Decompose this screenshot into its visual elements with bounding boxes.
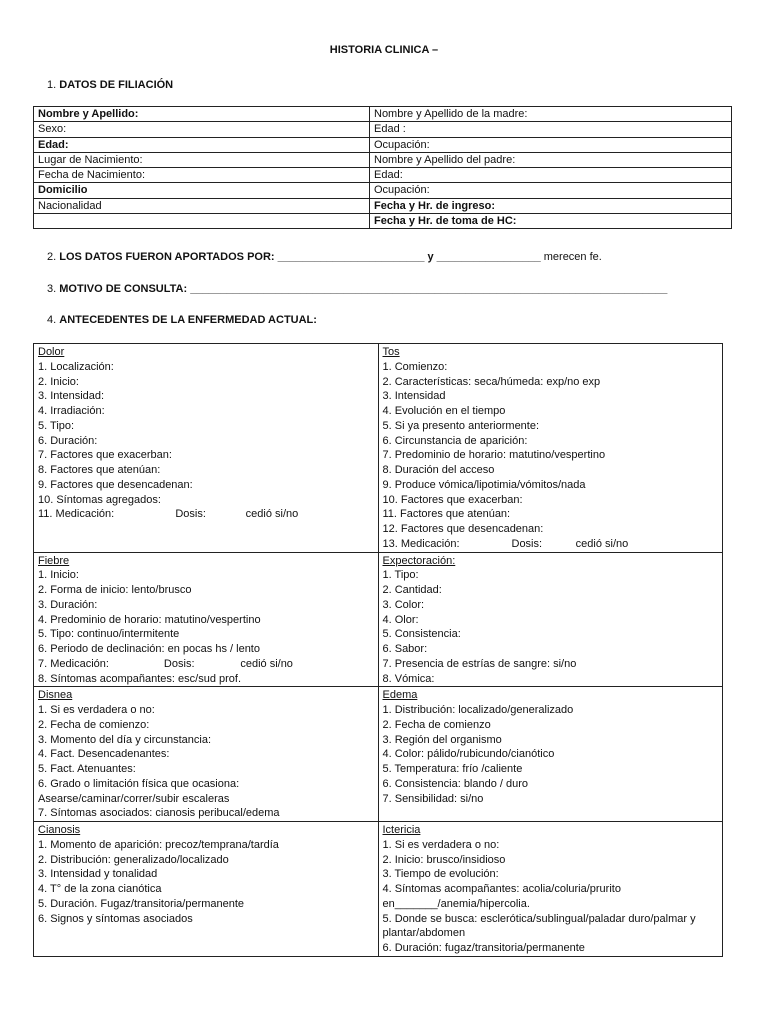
history-item: 4. Irradiación: [38, 405, 105, 417]
history-item: 11. Factores que atenúan: [382, 508, 511, 521]
history-item: 11. Medicación: Dosis: cedió si/no [38, 508, 299, 521]
section-3-label: MOTIVO DE CONSULTA: ______________________________________________________________________________ [59, 283, 668, 295]
history-item: 5. Si ya presento anteriormente: [382, 419, 540, 432]
filiation-field-left[interactable] [34, 152, 370, 167]
history-item: 2. Fecha de comienzo [382, 718, 491, 731]
history-item: 1. Comienzo: [382, 360, 448, 373]
section-2-number: 2. [47, 251, 57, 263]
filiation-row [34, 122, 732, 137]
history-item: 6. Duración: fugaz/transitoria/permanente [382, 942, 585, 954]
history-row [34, 344, 723, 553]
filiation-label-left: Nombre y Apellido: [38, 108, 139, 120]
history-item: en_______/anemia/hipercolia. [382, 897, 530, 910]
history-cell-edema[interactable] [378, 687, 723, 822]
filiation-label-right: Edad : [374, 123, 406, 136]
history-item: 10. Factores que exacerban: [382, 493, 523, 506]
history-item: 4. Evolución en el tiempo [382, 405, 506, 417]
history-item: 5. Fact. Atenuantes: [38, 763, 136, 775]
history-item: 7. Factores que exacerban: [38, 449, 172, 462]
filiation-table [33, 106, 732, 229]
history-item: 7. Síntomas asociados: cianosis peribucal/edema [38, 807, 280, 820]
history-item: 3. Intensidad [382, 390, 446, 403]
filiation-field-left[interactable] [34, 183, 370, 198]
history-item: 8. Síntomas acompañantes: esc/sud prof. [38, 672, 242, 685]
filiation-field-left[interactable] [34, 107, 370, 122]
section-1-heading [47, 79, 173, 91]
history-item: 9. Factores que desencadenan: [38, 478, 193, 491]
history-item: 13. Medicación: Dosis: cedió si/no [382, 537, 629, 550]
history-item: 3. Tiempo de evolución: [382, 868, 499, 881]
history-item: 1. Localización: [38, 360, 114, 373]
history-item: 2. Inicio: brusco/insidioso [382, 853, 506, 866]
history-item: 1. Tipo: [382, 569, 419, 582]
history-cell-title: Expectoración: [382, 554, 456, 567]
history-item: 6. Signos y síntomas asociados [38, 912, 193, 925]
history-item: 3. Momento del día y circunstancia: [38, 733, 212, 746]
section-2-tail: merecen fe. [540, 251, 602, 263]
history-item: 2. Cantidad: [382, 584, 442, 596]
filiation-field-right[interactable] [370, 198, 732, 213]
history-item: 7. Medicación: Dosis: cedió si/no [38, 657, 293, 670]
section-1-number: 1. [47, 79, 57, 91]
history-item: 4. Color: pálido/rubicundo/cianótico [382, 748, 555, 761]
history-item: 2. Forma de inicio: lento/brusco [38, 584, 192, 596]
section-2-heading [47, 251, 602, 263]
history-cell-title: Disnea [38, 689, 73, 702]
history-item: 6. Consistencia: blando / duro [382, 777, 529, 790]
history-cell-tos[interactable] [378, 344, 723, 553]
history-item: 8. Vómica: [382, 672, 435, 685]
history-item: 1. Momento de aparición: precoz/temprana/tardía [38, 838, 279, 851]
history-item: 6. Duración: [38, 434, 98, 447]
filiation-label-left: Fecha de Nacimiento: [38, 169, 145, 182]
filiation-field-right[interactable] [370, 152, 732, 167]
filiation-field-left[interactable] [34, 168, 370, 183]
filiation-label-right: Ocupación: [374, 138, 430, 151]
history-item: 4. Fact. Desencadenantes: [38, 748, 170, 761]
history-cell-title: Ictericia [382, 824, 421, 836]
history-cell-title: Tos [382, 346, 400, 358]
history-item: 6. Periodo de declinación: en pocas hs / lento [38, 643, 260, 655]
history-item: 3. Intensidad y tonalidad [38, 868, 158, 881]
history-item: 5. Duración. Fugaz/transitoria/permanente [38, 897, 245, 910]
filiation-label-left: Sexo: [38, 123, 67, 136]
section-3-heading [47, 283, 667, 295]
history-row [34, 822, 723, 957]
filiation-row [34, 107, 732, 122]
filiation-field-right[interactable] [370, 183, 732, 198]
filiation-field-right[interactable] [370, 107, 732, 122]
filiation-label-left: Domicilio [38, 184, 88, 197]
filiation-field-right[interactable] [370, 122, 732, 137]
filiation-field-left[interactable] [34, 214, 370, 229]
filiation-field-right[interactable] [370, 168, 732, 183]
history-item: 4. Predominio de horario: matutino/vespertino [38, 613, 261, 626]
filiation-row [34, 198, 732, 213]
history-item: 1. Distribución: localizado/generalizado [382, 704, 574, 716]
filiation-row [34, 214, 732, 229]
filiation-row [34, 168, 732, 183]
filiation-label-right: Ocupación: [374, 184, 430, 197]
history-item: Asearse/caminar/correr/subir escaleras [38, 792, 230, 805]
history-item: 2. Distribución: generalizado/localizado [38, 853, 229, 866]
filiation-label-right: Fecha y Hr. de ingreso: [374, 199, 496, 212]
filiation-field-left[interactable] [34, 198, 370, 213]
history-item: 5. Tipo: continuo/intermitente [38, 628, 180, 641]
history-cell-expectoración[interactable] [378, 552, 723, 687]
history-item: 2. Características: seca/húmeda: exp/no exp [382, 375, 601, 388]
history-item: 5. Tipo: [38, 419, 75, 432]
filiation-field-right[interactable] [370, 137, 732, 152]
history-cell-dolor[interactable] [34, 344, 379, 553]
history-cell-ictericia[interactable] [378, 822, 723, 957]
filiation-label-left: Nacionalidad [38, 199, 102, 212]
history-item: 1. Si es verdadera o no: [38, 704, 155, 716]
history-item: 4. T° de la zona cianótica [38, 883, 162, 895]
history-cell-title: Dolor [38, 346, 65, 358]
filiation-label-right: Fecha y Hr. de toma de HC: [374, 215, 517, 228]
history-item: 8. Duración del acceso [382, 464, 495, 476]
history-item: 6. Grado o limitación física que ocasiona: [38, 777, 240, 790]
filiation-field-right[interactable] [370, 214, 732, 229]
filiation-label-left: Edad: [38, 138, 69, 151]
history-item: 2. Inicio: [38, 375, 79, 388]
history-cell-title: Cianosis [38, 824, 81, 836]
section-1-label: DATOS DE FILIACIÓN [59, 79, 174, 91]
section-4-number: 4. [47, 314, 57, 326]
history-item: 2. Fecha de comienzo: [38, 718, 150, 731]
history-cell-cianosis[interactable] [34, 822, 379, 957]
history-item: 3. Región del organismo [382, 733, 502, 746]
filiation-field-left[interactable] [34, 137, 370, 152]
history-item: 3. Duración: [38, 598, 98, 611]
history-item: 6. Sabor: [382, 643, 428, 655]
history-item: 5. Donde se busca: esclerótica/sublingual/paladar duro/palmar y plantar/abdomen [382, 912, 696, 940]
filiation-label-right: Nombre y Apellido de la madre: [374, 108, 528, 120]
history-cell-title: Fiebre [38, 554, 70, 567]
history-item: 4. Síntomas acompañantes: acolia/coluria/prurito [382, 883, 621, 895]
history-item: 3. Color: [382, 598, 425, 611]
history-item: 7. Predominio de horario: matutino/vespertino [382, 449, 606, 462]
history-table [33, 343, 723, 957]
section-4-heading [47, 314, 317, 326]
section-2-label: LOS DATOS FUERON APORTADOS POR: ________________________ y _________________ [59, 251, 541, 263]
history-item: 4. Olor: [382, 613, 419, 626]
history-row [34, 687, 723, 822]
history-item: 10. Síntomas agregados: [38, 493, 161, 506]
history-cell-fiebre[interactable] [34, 552, 379, 687]
history-item: 5. Consistencia: [382, 628, 461, 641]
history-item: 5. Temperatura: frío /caliente [382, 763, 523, 775]
history-item: 6. Circunstancia de aparición: [382, 434, 528, 447]
history-cell-disnea[interactable] [34, 687, 379, 822]
history-item: 1. Si es verdadera o no: [382, 838, 500, 851]
filiation-label-right: Edad: [374, 169, 403, 182]
filiation-label-right: Nombre y Apellido del padre: [374, 153, 516, 166]
section-4-label: ANTECEDENTES DE LA ENFERMEDAD ACTUAL: [59, 314, 317, 326]
history-item: 12. Factores que desencadenan: [382, 523, 544, 535]
document-title: HISTORIA CLINICA – [329, 44, 439, 56]
section-3-number: 3. [47, 283, 57, 295]
history-item: 7. Presencia de estrías de sangre: si/no [382, 657, 577, 670]
history-item: 9. Produce vómica/lipotimia/vómitos/nada [382, 478, 586, 491]
history-cell-title: Edema [382, 689, 418, 702]
history-item: 3. Intensidad: [38, 390, 105, 403]
history-item: 1. Inicio: [38, 569, 79, 582]
filiation-field-left[interactable] [34, 122, 370, 137]
filiation-row [34, 137, 732, 152]
filiation-row [34, 183, 732, 198]
history-row [34, 552, 723, 687]
filiation-row [34, 152, 732, 167]
history-item: 7. Sensibilidad: si/no [382, 792, 484, 805]
history-item: 8. Factores que atenúan: [38, 464, 161, 476]
filiation-label-left: Lugar de Nacimiento: [38, 153, 143, 166]
